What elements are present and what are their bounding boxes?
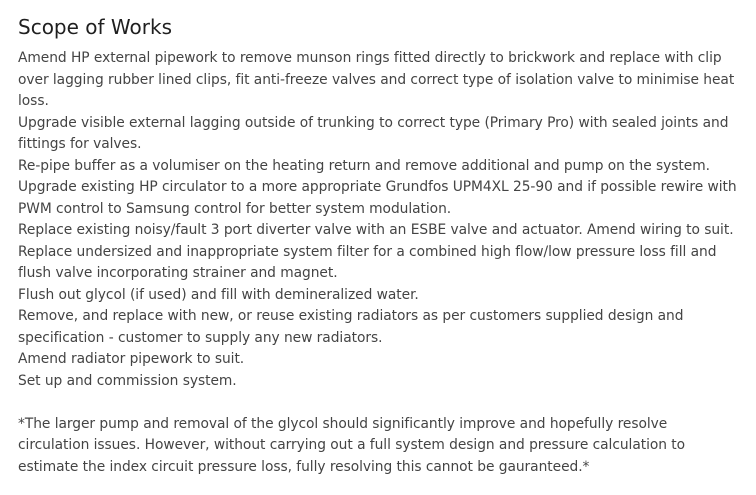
scope-item: Flush out glycol (if used) and fill with demineralized water.: [18, 286, 419, 303]
scope-item: Re-pipe buffer as a volumiser on the heating return and remove additional and pump on the system.: [18, 157, 710, 174]
scope-item-list: [18, 48, 740, 392]
scope-item: Upgrade existing HP circulator to a more appropriate Grundfos UPM4XL 25-90 and if possible rewire with PWM control to Samsung control for better system modulation.: [18, 179, 737, 217]
scope-of-works-document: [18, 12, 740, 492]
disclaimer-note: *The larger pump and removal of the glycol should significantly improve and hopefully resolve circulation issues. However, without carrying out a full system design and pressure calculation to estimate the index circuit pressure loss, fully resolving this cannot be gauranteed.*: [18, 415, 686, 475]
scope-item: Replace existing noisy/fault 3 port diverter valve with an ESBE valve and actuator. Amend wiring to suit.: [18, 222, 734, 238]
scope-item: Remove, and replace with new, or reuse existing radiators as per customers supplied design and specification - customer to supply any new radiators.: [18, 308, 684, 346]
scope-item: Amend radiator pipework to suit.: [18, 351, 245, 367]
scope-item: Set up and commission system.: [18, 372, 237, 389]
scope-item: Upgrade visible external lagging outside of trunking to correct type (Primary Pro) with sealed joints and fittings for valves.: [18, 114, 729, 152]
scope-item: Amend HP external pipework to remove munson rings fitted directly to brickwork and replace with clip over lagging rubber lined clips, fit anti-freeze valves and correct type of isolation valve to minimise heat loss.: [18, 50, 735, 109]
page-title: Scope of Works: [18, 15, 172, 39]
scope-item: Replace undersized and inappropriate system filter for a combined high flow/low pressure loss fill and flush valve incorporating strainer and magnet.: [18, 243, 717, 281]
